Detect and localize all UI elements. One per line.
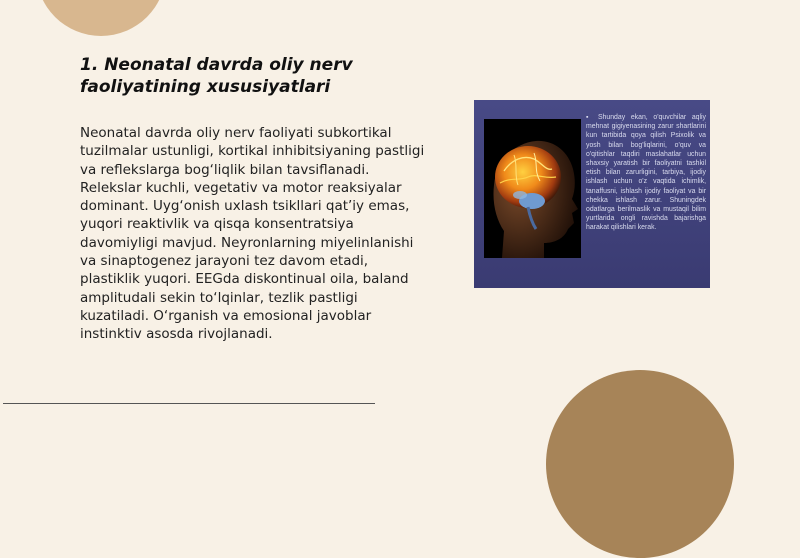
slide-body-text: Neonatal davrda oliy nerv faoliyati subkortikal tuzilmalar ustunligi, kortikal inhibitsiyaning pastligi va reflekslarga bog‘liqlik bilan tavsiflanadi. Relekslar kuchli, vegetativ va motor reaksiyalar dominant. Uyg‘onish uxlash tsikllari qat’iy emas, yuqori reaktivlik va qisqa konsentratsiya davomiyligi mavjud. Neyronlarning miyelinlanishi va sinaptogenez jarayoni tez davom etadi, plastiklik yuqori. EEGda diskontinual oila, baland amplitudali sekin to‘lqinlar, tezlik pastligi kuzatiladi. O‘rganish va emosional javoblar instinktiv asosda rivojlanadi. xyxy=(80,125,425,343)
image-caption-text: ▪ Shunday ekan, o'quvchilar aqliy mehnat gigiyenasining zarur shartlarini kun tartibida qoya qilish Psixolik va yosh bilan bog'liqlarini, o'quv va o'qitishlar taqdiri maslahatlar uchun shaxsiy yaratish bir faoliyatni tashkil etish bilan zarurligini, tarbiya, ijodiy ishlash uchun o'z vaqtida ichimlik, tanaffusni, ishlash ijodiy faoliyat va bir chekka ishlash zarur. Shuningdek odatlarga berilmaslik va mustaqil bilim yurtlarida ongli ravishda bajarishga harakat qilishlari kerak. xyxy=(586,113,706,233)
decorative-circle-top xyxy=(36,0,166,36)
decorative-circle-bottom xyxy=(546,370,734,558)
brain-illustration-image xyxy=(474,100,710,288)
slide-title: 1. Neonatal davrda oliy nerv faoliyatining xususiyatlari xyxy=(80,55,353,97)
bottom-divider-line xyxy=(3,403,375,404)
head-silhouette-brain-icon xyxy=(484,119,581,258)
